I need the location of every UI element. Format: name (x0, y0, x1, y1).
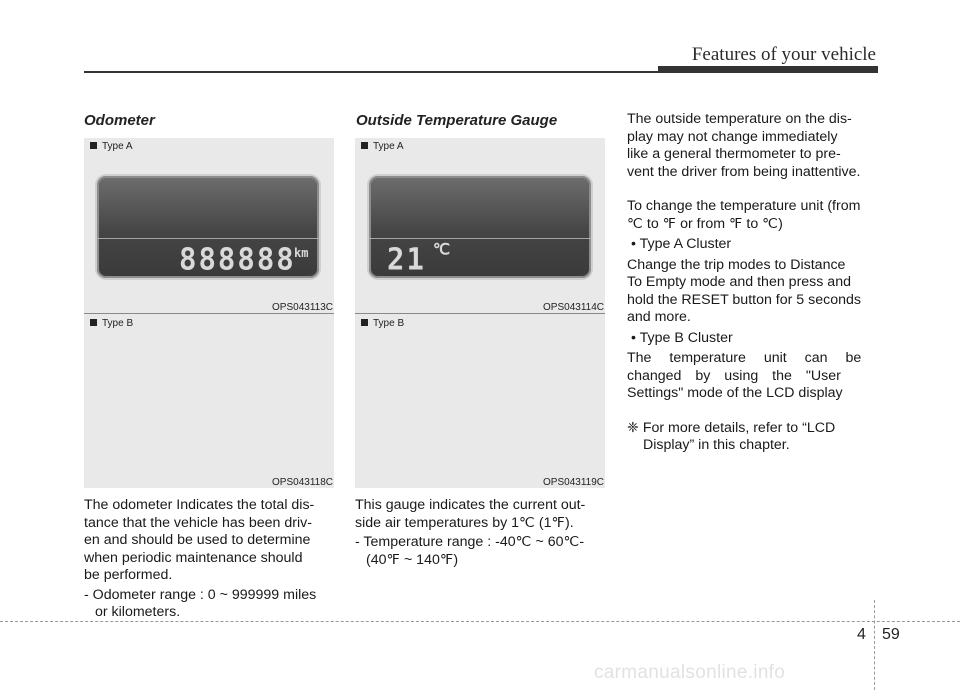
temperature-description: This gauge indicates the current out- side air temperatures by 1℃ (1℉). - Temperature range : -40℃ ~ 60℃- (40℉ ~ 140℉) (355, 497, 586, 568)
figure-label-type-a: Type A (90, 141, 133, 152)
bullet-type-a: • Type A Cluster (631, 236, 732, 252)
figure-divider (355, 313, 605, 314)
lcd-divider (369, 238, 591, 239)
bullet-type-b: • Type B Cluster (631, 329, 733, 346)
running-header: Features of your vehicle (691, 44, 876, 65)
chapter-number: 4 (857, 626, 866, 643)
temperature-lcd-type-a (369, 176, 591, 278)
header-rule (84, 71, 878, 73)
page-number: 59 (882, 626, 900, 643)
odometer-unit: km (294, 245, 309, 261)
temperature-digits: 21 (387, 241, 426, 277)
odometer-figure (84, 138, 334, 488)
temperature-notes: The outside temperature on the dis- play may not change immediately like a general thermometer to pre- vent the driver from being inattentive. To change the temperature unit (from ℃ to ℉ or from ℉ to ℃) • Type A Cluster Change the trip modes to Distance To Empty mode and then press and hold the RESET button for 5 seconds and more. • Type B Cluster The temperature unit can be changed by using the "User Settings" mode of the LCD display ❈ For more details, refer to “LCD Display” in this chapter. (627, 111, 879, 455)
temperature-unit: ℃ (433, 239, 450, 259)
temperature-gauge-heading: Outside Temperature Gauge (356, 112, 558, 129)
note: ❈ For more details, refer to “LCD (627, 419, 836, 436)
figure-code: OPS043119C (543, 477, 604, 488)
odometer-lcd-type-a (97, 176, 319, 278)
lcd-divider (97, 238, 319, 239)
odometer-description: The odometer Indicates the total dis- tance that the vehicle has been driv- en and should be used to determine when periodic maintenance should be performed. - Odometer range : 0 ~ 999999 miles or kilometers. (84, 497, 317, 620)
figure-divider (84, 313, 334, 314)
temperature-figure (355, 138, 605, 488)
figure-label-type-b: Type B (361, 318, 404, 329)
odometer-digits: 888888 (179, 241, 296, 277)
footer-rule (0, 621, 960, 622)
figure-code: OPS043113C (272, 302, 333, 313)
figure-label-type-b: Type B (90, 318, 133, 329)
figure-code: OPS043114C (543, 302, 604, 313)
figure-code: OPS043118C (272, 477, 333, 488)
watermark: carmanualsonline.info (594, 662, 786, 683)
footer-divider (874, 600, 875, 690)
figure-label-type-a: Type A (361, 141, 404, 152)
odometer-heading: Odometer (84, 112, 155, 129)
